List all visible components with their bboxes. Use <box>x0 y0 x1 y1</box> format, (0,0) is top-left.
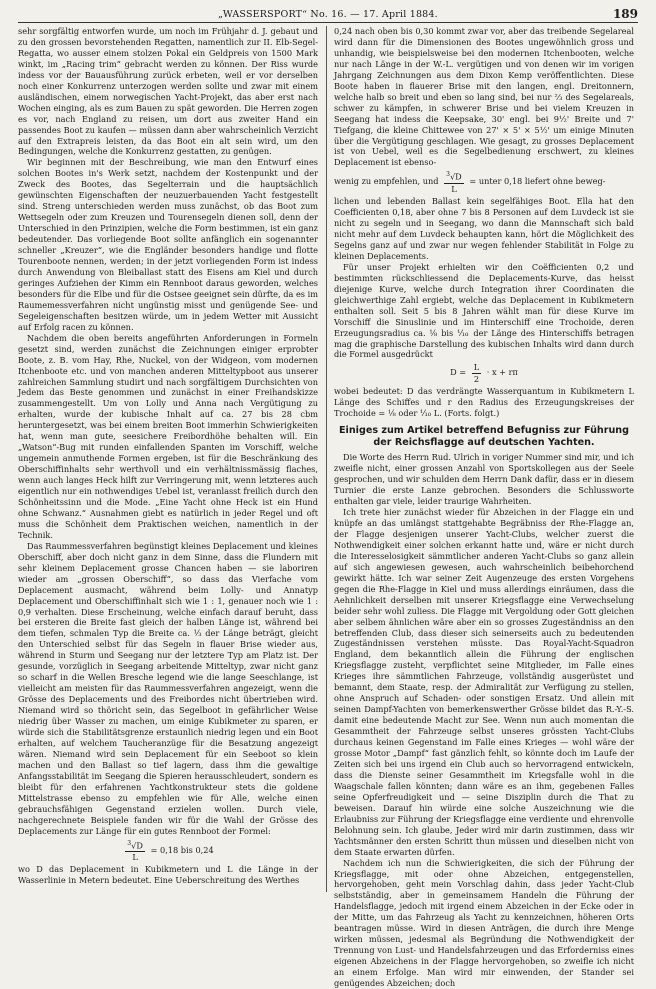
page-number: 189 <box>612 7 638 21</box>
formula-denominator: 2 <box>473 373 480 384</box>
root-index: 3 <box>446 171 450 179</box>
paragraph: wo D das Deplacement in Kubikmetern und L die Länge in der Wasserlinie in Metern bedeutet. Eine Ueberschreitung des Werthes <box>18 864 318 886</box>
formula-rest: · x + rπ <box>486 367 518 378</box>
paragraph: Für unser Projekt erhielten wir den Coëfficienten 0,2 und bestimmten rückschliessend die Deplacements-Kurve, das heisst diejenige Kurve, welche durch Integration ihrer Coordinaten die gleichwerthige Zahl ergiebt, welche das Deplacement in Kubikmetern enthalten soll. Seit 5 bis 8 Jahren wählt man für diese Kurve im Vorschiff die Sinuslinie und im Hinterschiff eine Trochoide, deren Erzeugungsradius ca. ⅛ bis ⅒ der Länge des Hinterschiffs betragen mag die graphische Darstellung des kubischen Inhalts wird dann durch die Formel ausgedrückt <box>334 261 634 360</box>
right-column <box>334 26 634 989</box>
formula-prefix: wenig zu empfehlen, und <box>334 176 439 187</box>
formula-denominator: L <box>451 183 457 194</box>
paragraph: sehr sorgfältig entworfen wurde, um noch im Frühjahr d. J. gebaut und zu den grossen bevorstehenden Regatten, namentlich zur II. Elb-Segel-Regatta, wo ausser einem stolzen Pokal ein Geldpreis von 1500 Mark winkt, im „Racing trim“ gebracht werden zu können. Der Riss wurde indess vor der Bauausführung zurück erbeten, weil er vor derselben noch einer Konkurrenz unterzogen werden sollte und zwar mit einem ausländischen, einem norwegischen Yacht-Projekt, das aber erst nach Wochen einging, als es zum Bauen zu spät geworden. Die Herren zogen es vor, nach England zu reisen, um dort aus zweiter Hand ein passendes Boot zu kaufen — müssen dann aber wahrscheinlich Verzicht auf den Extrapreis leisten, da das Boot ein alt sein wird, um den Bedingungen, welche die Konkurrenz gestatten, zu genügen. <box>18 26 318 157</box>
formula-result: = 0,18 bis 0,24 <box>150 844 214 855</box>
paragraph: Wir beginnen mit der Beschreibung, wie man den Entwurf eines solchen Bootes in's Werk setzt, nachdem der Kostenpunkt und der Zweck des Bootes, das Segelterrain und die hauptsächlich gewünschten Eigenschaften der neuzuerbauenden Yacht festgestellt sind. Streng unterschieden werden muss zunächst, ob das Boot zum Wettsegeln oder zum Kreuzen und Tourensegeln dienen soll, denn der Unterschied in den Prinzipien, welche die Form bestimmen, ist ein ganz bedeutender. Das vorliegende Boot sollte anfänglich ein sogenannter schneller „Kreuzer“, wie die Engländer besonders handige und flotte Tourenboote nennen, werden; in der jetzt vorliegenden Form ist indess durch Anwendung von Bleiballast statt des Eisens am Kiel und durch geringes Aufziehen der Kimm ein Rennboot daraus geworden, welches besonders für die Elbe und für die Ostsee geeignet sein dürfte, da es im Raumemessverfahren nicht ungünstig misst und genügende See- und Segeleigenschaften besitzen würde, um in jedem Wetter mit Aussicht auf Erfolg racen zu können. <box>18 157 318 332</box>
paragraph: wobei bedeutet: D das verdrängte Wasserquantum in Kubikmetern L Länge des Schiffes und r den Radius des Erzeugungskreises der Trochoide = ⅛ oder ⅒ L. (Forts. folgt.) <box>334 386 634 419</box>
article-headline: Einiges zum Artikel betreffend Befugniss zur Führung der Reichsflagge auf deutschen Yachten. <box>339 425 629 448</box>
formula-numerator: √D <box>449 172 462 183</box>
formula-lhs: D = <box>450 367 467 378</box>
formula-fraction <box>444 170 464 194</box>
left-column <box>18 26 318 892</box>
formula-displacement <box>334 362 634 384</box>
paragraph: Das Raummessverfahren begünstigt kleines Deplacement und kleines Oberschiff, aber doch nicht ganz in dem Sinne, dass die Flundern mit sehr kleinem Deplacement grosse Chancen haben — sie laboriren wieder am „grossen Oberschiff“, so dass das Vierfache vom Deplacement ausmacht, während beim Lolly- und Annatyp Deplacement und Oberschiffinhalt sich wie 1 : 1, genauer noch wie 1 : 0,9 verhalten. Diese Erscheinung, welche einfach darauf beruht, dass bei ersteren die Breite fast gleich der halben Länge ist, während bei dem tiefen, schmalen Typ die Breite ca. ⅓ der Länge beträgt, gleicht den Unterschied selbst für das Segeln in flauer Brise wieder aus, während in Sturm und Seegang nur der letztere Typ am Platz ist. Der gesunde, vorzüglich in Seegang arbeitende Mitteltyp, zwar nicht ganz so scharf in die Wellen Bresche legend wie die lange Seeschlange, ist vielleicht am meisten für das Raummessverfahren angezeigt, wenn die Grösse des Deplacements und des Freibordes nicht übertrieben wird. Niemand wird so thöricht sein, das Segelboot in gefährlicher Weise niedrig über Wasser zu machen, um einige Kubikmeter zu sparen, er würde sich die Stabilitätsgrenze erstaunlich niedrig legen und ein Boot erhalten, auf welchem Taucheranzüge für die Besatzung angezeigt wären. Niemand wird sein Deplacement für ein Seeboot so klein machen und den Ballast so tief lagern, dass ihm die gewaltige Anfangsstabilität im Seegang die Spieren herausschleudert, sondern es bleibt für den erfahrenen Yachtkonstrukteur stets die goldene Mittelstrasse ebenso zu empfehlen wie für Alle, welche einen gebrauchsfähigen Gegenstand erzielen wollen. Durch viele, nachgerechnete Beispiele fanden wir für die Wahl der Grösse des Deplacements zur Länge für ein gutes Rennboot der Formel: <box>18 540 318 836</box>
formula-numerator: √D <box>131 840 143 851</box>
formula-coefficient <box>18 839 318 863</box>
formula-fraction <box>125 839 145 863</box>
paragraph: Ich trete hier zunächst wieder für Abzeichen in der Flagge ein und knüpfe an das umlängst stattgehabte Begräbniss der Rhe-Flagge an, der Flagge desjenigen unserer Yacht-Clubs, welcher zuerst die Nothwendigkeit einer solchen erkannt hatte und, wäre er nicht durch die Interesselosigkeit sämmtlicher anderen Yacht-Clubs so ganz allein auf sich angewiesen gewesen, auch wahrscheinlich beibehorchend gewirkt hätte. Ich war seiner Zeit Augenzeuge des ersten Vorgehens gegen die Rhe-Flagge in Kiel und muss allerdings einräumen, dass die Aehnlichkeit derselben mit unserer Kriegsflagge eine Verwechselung beider sehr wohl zuliess. Die Flagge mit Vergoldung oder Gott gleichen aber selbem ähnlichen wäre aber ein so grosses Zugeständniss an den betreffenden Club, dass dieser sich seinerseits auch zu bedeutenden Zugeständnissen verstehen müsste. Das Royal-Yacht-Squadron England, dem bekanntlich allein die Führung der englischen Kriegsflagge zusteht, verpflichtet seine Mitglieder, im Falle eines Krieges ihre sämmtlichen Fahrzeuge, vollständig ausgerüstet und bemannt, dem Staate, resp. der Admiralität zur Verfügung zu stellen, ohne Anspruch auf Schaden- oder sonstigen Ersatz. Und allein mit seinen Dampf-Yachten von bemerkenswerther Grösse bildet das R.-Y.-S. damit eine bedeutende Macht zur See. Wenn nun auch momentan die Gesammtheit der Fahrzeuge selbst unseres grössten Yacht-Clubs durchaus keinen Gegenstand im Falle eines Krieges — wohl wäre der grosse Motor „Dampf“ fast gänzlich fehlt, so könnte doch im Laufe der Zeiten sich bei uns irgend ein Club auch so hervorragend entwickeln, dass die Dienste seiner Gesammtheit im Kriegsfalle wohl in die Waagschale fallen könnten; dann wäre es an ihm, gegebenen Falles seine Opferfreudigkeit und — seine Disziplin durch die That zu beweisen. Darauf hin würde eine solche Auszeichnung wie die Erlaubniss zur Führung der Kriegsflagge eine verdiente und ehrenvolle Belohnung sein. Ich glaube, Jeder wird mir darin zustimmen, dass wir Yachtsmänner den ersten Schritt thun müssen und dieselben nicht von dem Staate erwarten dürfen. <box>334 507 634 857</box>
formula-numerator: L <box>473 362 480 373</box>
formula-inline <box>334 170 634 194</box>
root-index: 3 <box>127 839 132 847</box>
formula-denominator: L <box>132 851 138 862</box>
paragraph: Die Worte des Herrn Rud. Ulrich in voriger Nummer sind mir, und ich zweifle nicht, einer grossen Anzahl von Sportskollegen aus der Seele gesprochen, und wir schulden dem Herrn Dank dafür, dass er in diesem Turnier die erste Lanze gebrochen. Besonders die Schlussworte enthalten gar viele, leider traurige Wahrheiten. <box>334 452 634 507</box>
formula-suffix: = unter 0,18 liefert ohne beweg- <box>469 176 606 187</box>
column-rule <box>326 26 327 892</box>
paragraph: Nachdem die oben bereits angeführten Anforderungen in Formeln gesetzt sind, werden zunächst die Zeichnungen einiger erprobter Boote, z. B. vom Hay, Rhe, Nuckel, von der Widgeon, vom modernen Itchenboote etc. und von manchen anderen Mitteltypboot aus unserer zahlreichen Sammlung studirt und nach sorgfältigem Durchsichten von Jedem das Beste genommen und zunächst in einer Freihandskizze zusammengestellt. Um von Lolly und Anna nach Vergütigung zu erhalten, wurde der kubische Inhalt auf ca. 27 bis 28 cbm heruntergesetzt, was bei einem breiten Boot immerhin Schwierigkeiten hat, wenn man gute, seesichere Freibordhöhe behalten will. Ein „Watson“-Bug mit runden einfallenden Spanten im Vorschiff, welche ungemein anmuthende Formen ergeben, ist für die Beschränkung des Oberschiffinhalts sehr werthvoll und ein verhältnissmässig flaches, wenn auch langes Heck hilft zur Verringerung mit, wenn letzteres auch eigentlich nur ein nothwendiges Uebel ist, veranlasst freilich durch den Schönheitssinn und die Mode. „Eine Yacht ohne Heck ist ein Hund ohne Schwanz.“ Ausnahmen giebt es natürlich in jeder Regel und oft muss die Schönheit dem Praktischen weichen, namentlich in der Technik. <box>18 332 318 540</box>
paragraph: 0,24 nach oben bis 0,30 kommt zwar vor, aber das treibende Segelareal wird dann für die Dimensionen des Bootes ungewöhnlich gross und unhandig, wie beispielsweise bei den modernen Itchenbooten, welche nur nach Länge in der W.-L. vergütigen und von denen wir im vorigen Jahrgang Zeichnungen aus dem Dixon Kemp veröffentlichten. Diese Boote haben in flauerer Brise mit den langen, engl. Dreitonnern, welche halb so breit und eben so lang sind, bei nur ⅔ des Segelareals, schwer zu kämpfen, in schwerer Brise und bei vielem Kreuzen in Seegang hat indess die Keepsake, 30' engl. bei 9½' Breite und 7' Tiefgang, die kleine Chittewee von 27' × 5' × 5½' um einige Minuten über die Vergütigung geschlagen. Wie gesagt, zu grosses Deplacement ist von Uebel, weil es die Segelbedienung erschwert, zu kleines Deplacement ist ebenso- <box>334 26 634 168</box>
formula-fraction <box>472 362 481 384</box>
paragraph: lichen und lebenden Ballast kein segelfähiges Boot. Ella hat den Coefficienten 0,18, aber ohne 7 bis 8 Personen auf dem Luvdeck ist sie nicht zu segeln und in Seegang, wo dann die Mannschaft sich bald nicht mehr auf dem Luvdeck behaupten kann, hört die Möglichkeit des Segelns ganz auf und zwar nur wegen fehlender Stabilität in Folge zu kleinen Deplacements. <box>334 196 634 261</box>
paragraph: Nachdem ich nun die Schwierigkeiten, die sich der Führung der Kriegsflagge, mit oder ohne Abzeichen, entgegenstellen, hervorgehoben, geht mein Vorschlag dahin, dass jeder Yacht-Club selbstständig, aber in gemeinsamem Handeln die Führung der Handelsflagge, jedoch mit irgend einem Abzeichen in der Ecke oder in der Mitte, um das Fahrzeug als Yacht zu kennzeichnen, höheren Orts beantragen müsse. Wird in diesen Anträgen, die durch ihre Menge wirken müssen, jedesmal als Begründung die Nothwendigkeit der Trennung von Lust- und Handelsfahrzeugen und das Erforderniss eines eigenen Abzeichens in der Flagge hervorgehoben, so zweifle ich nicht an einem Erfolge. Man wird mir einwenden, der Stander sei genügendes Abzeichen; doch <box>334 857 634 989</box>
page-header <box>18 8 638 23</box>
running-title: „WASSERSPORT“ No. 16. — 17. April 1884. <box>218 9 438 20</box>
